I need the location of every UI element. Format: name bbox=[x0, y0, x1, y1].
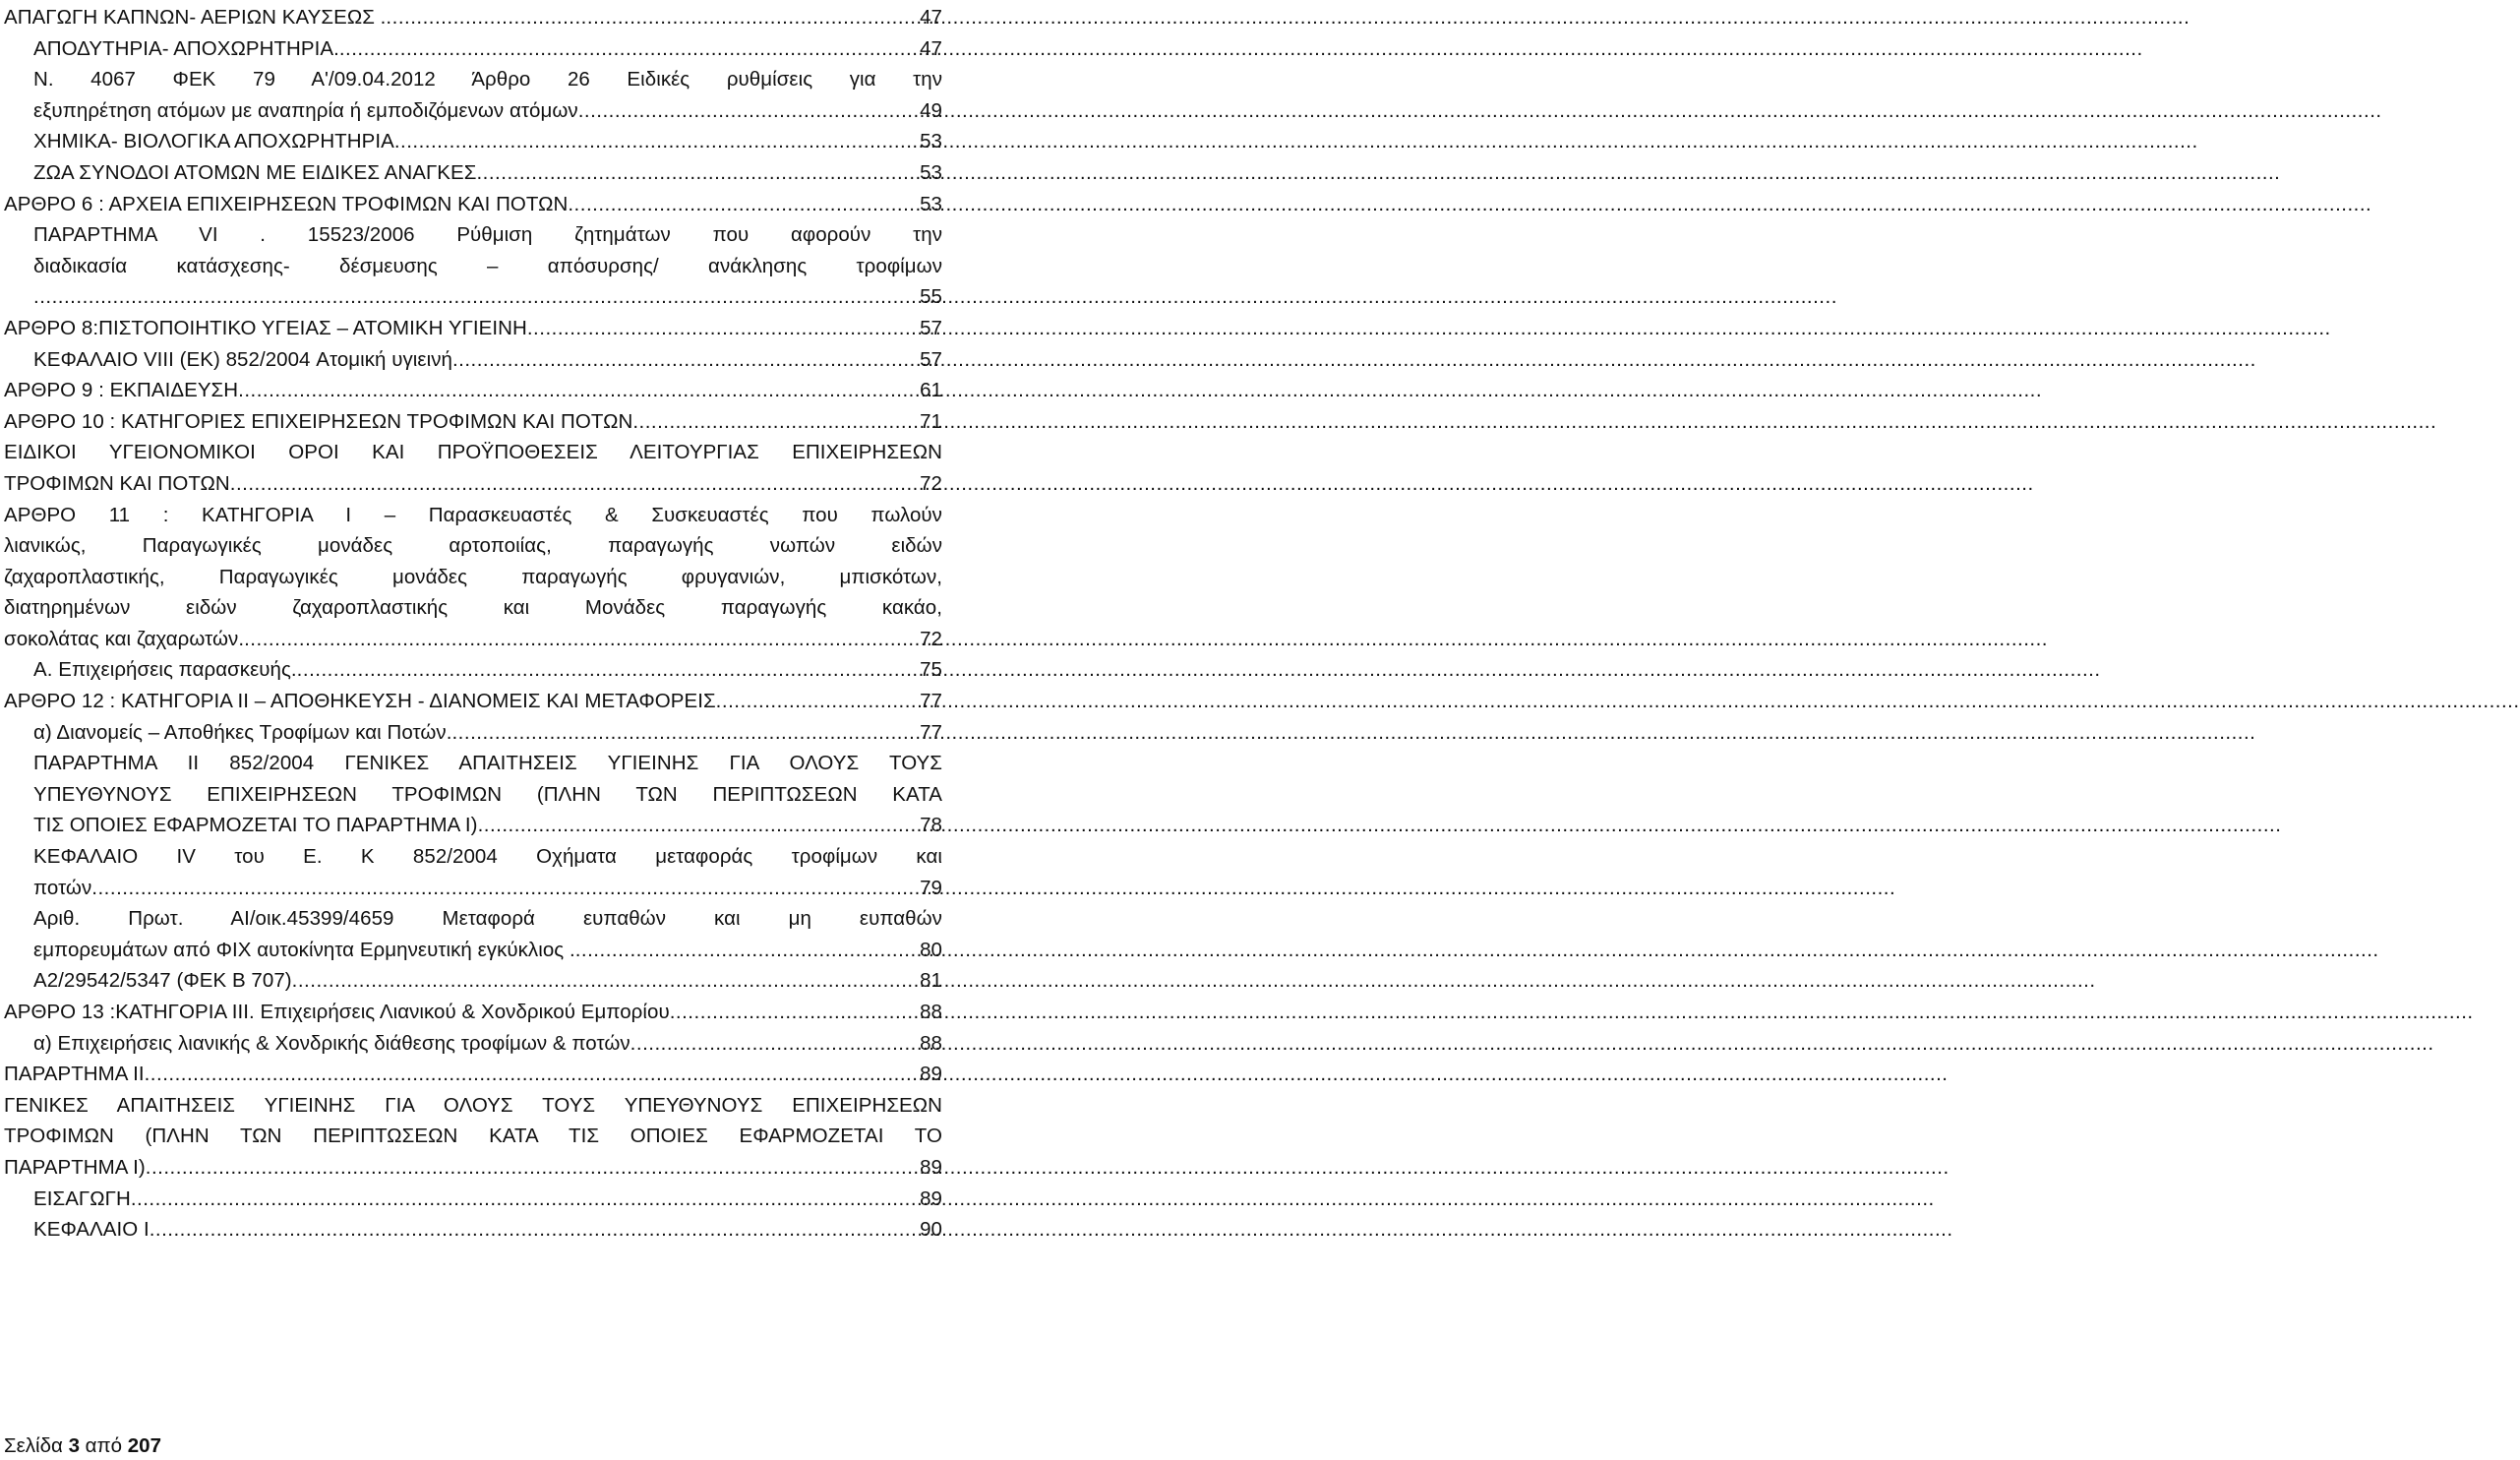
toc-page-number: 53 bbox=[920, 160, 942, 184]
toc-entry-title: α) Επιχειρήσεις λιανικής & Χονδρικής διάθεσης τροφίμων & ποτών bbox=[33, 1031, 630, 1055]
toc-entry-title: ΠΑΡΑΡΤΗΜΑ ΙΙ bbox=[4, 1063, 145, 1086]
toc-entry[interactable] bbox=[4, 219, 942, 313]
toc-entry[interactable] bbox=[4, 2, 942, 33]
toc-entry[interactable] bbox=[4, 189, 942, 220]
toc-entry-title: ΚΕΦΑΛΑΙΟ VIII (ΕΚ) 852/2004 Ατομική υγιεινή bbox=[33, 347, 452, 371]
toc-entry-line: ΚΕΦΑΛΑΙΟ IV του Ε. Κ 852/2004 Οχήματα μεταφοράς τροφίμων και bbox=[33, 845, 942, 869]
toc-page-number: 72 bbox=[920, 471, 942, 495]
toc-entry-title: σοκολάτας και ζαχαρωτών. bbox=[4, 627, 245, 650]
toc-entry-title: ΑΠΑΓΩΓΗ ΚΑΠΝΩΝ- ΑΕΡΙΩΝ ΚΑΥΣΕΩΣ . bbox=[4, 6, 387, 29]
toc-entry-title: ΑΡΘΡΟ 13 :ΚΑΤΗΓΟΡΙΑ ΙΙΙ. Επιχειρήσεις Λιανικού & Χονδρικού Εμπορίου bbox=[4, 1001, 670, 1023]
toc-entry-title: α) Διανομείς – Αποθήκες Τροφίμων και Ποτών. bbox=[33, 720, 452, 744]
dot-leader bbox=[131, 1184, 919, 1215]
dot-leader bbox=[451, 717, 919, 749]
toc-entry[interactable] bbox=[4, 500, 942, 655]
toc-entry-line: ζαχαροπλαστικής, Παραγωγικές μονάδες παραγωγής φρυγανιών, μπισκότων, bbox=[4, 565, 942, 588]
toc-entry[interactable] bbox=[4, 437, 942, 499]
toc-entry-last-line bbox=[33, 157, 942, 189]
toc-page-number: 61 bbox=[920, 379, 942, 402]
dot-leader bbox=[575, 935, 919, 966]
toc-entry-title: ΤΡΟΦΙΜΩΝ ΚΑΙ ΠΟΤΩΝ bbox=[4, 471, 230, 495]
toc-entry[interactable] bbox=[4, 997, 942, 1028]
toc-entry-title: ΑΡΘΡΟ 9 : ΕΚΠΑΙΔΕΥΣΗ bbox=[4, 379, 239, 402]
toc-entry-last-line bbox=[33, 965, 942, 997]
toc-entry-last-line bbox=[33, 654, 942, 686]
toc-entry-line: ΥΠΕΥΘΥΝΟΥΣ ΕΠΙΧΕΙΡΗΣΕΩΝ ΤΡΟΦΙΜΩΝ (ΠΛΗΝ ΤΩΝ ΠΕΡΙΠΤΩΣΕΩΝ ΚΑΤΑ bbox=[33, 782, 942, 806]
dot-leader bbox=[630, 1028, 919, 1060]
toc-entry-title: ΕΙΣΑΓΩΓΗ bbox=[33, 1186, 131, 1210]
dot-leader bbox=[244, 624, 919, 655]
toc-entry-last-line bbox=[33, 344, 942, 376]
dot-leader bbox=[150, 1214, 919, 1246]
toc-entry-title: εξυπηρέτηση ατόμων με αναπηρία ή εμποδιζόμενων ατόμων bbox=[33, 98, 578, 122]
dot-leader bbox=[297, 654, 919, 686]
toc-page-number: 77 bbox=[920, 690, 942, 713]
toc-entry-line: Αριθ. Πρωτ. ΑΙ/οικ.45399/4659 Μεταφορά ευπαθών και μη ευπαθών bbox=[33, 907, 942, 931]
toc-entry-title: ΤΙΣ ΟΠΟΙΕΣ ΕΦΑΡΜΟΖΕΤΑΙ ΤΟ ΠΑΡΑΡΤΗΜΑ Ι) bbox=[33, 814, 478, 837]
toc-entry-last-line bbox=[4, 686, 942, 717]
toc-entry-title: ποτών bbox=[33, 876, 92, 899]
toc-page-number: 89 bbox=[920, 1155, 942, 1179]
toc-entry-last-line bbox=[33, 1028, 942, 1060]
toc-entry-line: διαδικασία κατάσχεσης- δέσμευσης – απόσυρσης/ ανάκλησης τροφίμων bbox=[33, 254, 942, 277]
toc-page-number: 77 bbox=[920, 720, 942, 744]
dot-leader bbox=[476, 157, 919, 189]
toc-page-number: 55 bbox=[920, 285, 942, 309]
dot-leader bbox=[33, 281, 919, 313]
toc-entry[interactable] bbox=[4, 686, 942, 717]
toc-entry-last-line bbox=[33, 95, 942, 127]
toc-page-number: 57 bbox=[920, 347, 942, 371]
dot-leader bbox=[145, 1059, 919, 1090]
toc-entry-last-line bbox=[4, 1152, 942, 1184]
toc-entry-line: ΠΑΡΑΡΤΗΜΑ VI . 15523/2006 Ρύθμιση ζητημάτων που αφορούν την bbox=[33, 223, 942, 247]
toc-entry-last-line bbox=[33, 935, 942, 966]
toc-entry-line: ΤΡΟΦΙΜΩΝ (ΠΛΗΝ ΤΩΝ ΠΕΡΙΠΤΩΣΕΩΝ ΚΑΤΑ ΤΙΣ ΟΠΟΙΕΣ ΕΦΑΡΜΟΖΕΤΑΙ ΤΟ bbox=[4, 1125, 942, 1148]
toc-entry-line: ΓΕΝΙΚΕΣ ΑΠΑΙΤΗΣΕΙΣ ΥΓΙΕΙΝΗΣ ΓΙΑ ΟΛΟΥΣ ΤΟΥΣ ΥΠΕΥΘΥΝΟΥΣ ΕΠΙΧΕΙΡΗΣΕΩΝ bbox=[4, 1093, 942, 1117]
toc-entry-last-line bbox=[4, 468, 942, 500]
toc-entry[interactable] bbox=[4, 344, 942, 376]
toc-page-number: 53 bbox=[920, 192, 942, 215]
toc-entry-last-line bbox=[4, 2, 942, 33]
dot-leader bbox=[478, 810, 920, 841]
toc-entry-last-line bbox=[4, 997, 942, 1028]
toc-page-number: 71 bbox=[920, 409, 942, 433]
toc-entry-last-line bbox=[4, 375, 942, 406]
footer-middle: από bbox=[79, 1434, 128, 1457]
toc-page-number: 75 bbox=[920, 658, 942, 682]
toc-entry-last-line bbox=[33, 126, 942, 157]
toc-page-number: 53 bbox=[920, 130, 942, 153]
toc-entry-last-line bbox=[33, 810, 942, 841]
toc-entry-line: ΠΑΡΑΡΤΗΜΑ ΙΙ 852/2004 ΓΕΝΙΚΕΣ ΑΠΑΙΤΗΣΕΙΣ ΥΓΙΕΙΝΗΣ ΓΙΑ ΟΛΟΥΣ ΤΟΥΣ bbox=[33, 752, 942, 775]
toc-page-number: 90 bbox=[920, 1218, 942, 1242]
toc-page-number: 89 bbox=[920, 1063, 942, 1086]
toc-entry[interactable] bbox=[4, 1028, 942, 1060]
toc-entry[interactable] bbox=[4, 375, 942, 406]
toc-page-number: 88 bbox=[920, 1031, 942, 1055]
toc-entry[interactable] bbox=[4, 717, 942, 749]
toc-entry-title: ΑΠΟΔΥΤΗΡΙΑ- ΑΠΟΧΩΡΗΤΗΡΙΑ. bbox=[33, 36, 339, 60]
toc-entry[interactable] bbox=[4, 903, 942, 965]
dot-leader bbox=[568, 189, 919, 220]
dot-leader bbox=[238, 375, 919, 406]
toc-entry[interactable] bbox=[4, 1090, 942, 1184]
toc-entry-last-line bbox=[33, 281, 942, 313]
toc-entry-title: Α2/29542/5347 (ΦΕΚ Β 707) bbox=[33, 969, 292, 993]
toc-page-number: 57 bbox=[920, 316, 942, 339]
dot-leader bbox=[578, 95, 919, 127]
toc-page-number: 89 bbox=[920, 1186, 942, 1210]
dot-leader bbox=[716, 686, 919, 717]
dot-leader bbox=[632, 406, 919, 438]
toc-page-number: 80 bbox=[920, 938, 942, 961]
toc-page-number: 88 bbox=[920, 1001, 942, 1023]
toc-entry-last-line bbox=[33, 33, 942, 65]
dot-leader bbox=[527, 313, 919, 344]
dot-leader bbox=[386, 2, 919, 33]
toc-entry[interactable] bbox=[4, 126, 942, 157]
toc-entry-title: ΑΡΘΡΟ 12 : ΚΑΤΗΓΟΡΙΑ ΙΙ – ΑΠΟΘΗΚΕΥΣΗ - ΔΙΑΝΟΜΕΙΣ ΚΑΙ ΜΕΤΑΦΟΡΕΙΣ bbox=[4, 690, 716, 713]
dot-leader bbox=[146, 1152, 919, 1184]
toc-entry[interactable] bbox=[4, 157, 942, 189]
dot-leader bbox=[292, 965, 919, 997]
toc-entry[interactable] bbox=[4, 1214, 942, 1246]
toc-entry[interactable] bbox=[4, 406, 942, 438]
toc-entry[interactable] bbox=[4, 654, 942, 686]
toc-entry[interactable] bbox=[4, 1184, 942, 1215]
toc-page-number: 72 bbox=[920, 627, 942, 650]
toc-entry[interactable] bbox=[4, 33, 942, 65]
toc-page-number: 47 bbox=[920, 6, 942, 29]
toc-entry-line: λιανικώς, Παραγωγικές μονάδες αρτοποιίας, παραγωγής νωπών ειδών bbox=[4, 534, 942, 558]
toc-entry-title: ΠΑΡΑΡΤΗΜΑ Ι) bbox=[4, 1155, 146, 1179]
toc-entry-last-line bbox=[33, 1214, 942, 1246]
toc-page-number: 81 bbox=[920, 969, 942, 993]
toc-entry-line: διατηρημένων ειδών ζαχαροπλαστικής και Μονάδες παραγωγής κακάο, bbox=[4, 596, 942, 620]
toc-entry-title: ΖΩΑ ΣΥΝΟΔΟΙ ΑΤΟΜΩΝ ΜΕ ΕΙΔΙΚΕΣ ΑΝΑΓΚΕΣ bbox=[33, 160, 477, 184]
toc-entry-last-line bbox=[33, 1184, 942, 1215]
toc-page-number: 78 bbox=[920, 814, 942, 837]
toc-entry-title: ΚΕΦΑΛΑΙΟ Ι bbox=[33, 1218, 150, 1242]
toc-entry-line: ΕΙΔΙΚΟΙ ΥΓΕΙΟΝΟΜΙΚΟΙ ΟΡΟΙ ΚΑΙ ΠΡΟΫΠΟΘΕΣΕΙΣ ΛΕΙΤΟΥΡΓΙΑΣ ΕΠΙΧΕΙΡΗΣΕΩΝ bbox=[4, 441, 942, 464]
toc-entry[interactable] bbox=[4, 965, 942, 997]
toc-entry-line: Ν. 4067 ΦΕΚ 79 Α'/09.04.2012 Άρθρο 26 Ειδικές ρυθμίσεις για την bbox=[33, 68, 942, 91]
toc-entry-last-line bbox=[4, 313, 942, 344]
footer-current-page: 3 bbox=[68, 1434, 80, 1457]
toc-entry[interactable] bbox=[4, 64, 942, 126]
footer-prefix: Σελίδα bbox=[4, 1434, 69, 1457]
toc-entry-line: ΑΡΘΡΟ 11 : ΚΑΤΗΓΟΡΙΑ Ι – Παρασκευαστές & Συσκευαστές που πωλούν bbox=[4, 503, 942, 526]
toc-entry-title: ΧΗΜΙΚΑ- ΒΙΟΛΟΓΙΚΑ ΑΠΟΧΩΡΗΤΗΡΙΑ bbox=[33, 130, 394, 153]
toc-entry-last-line bbox=[4, 189, 942, 220]
toc-entry[interactable] bbox=[4, 748, 942, 841]
toc-entry[interactable] bbox=[4, 841, 942, 903]
toc-entry-last-line bbox=[33, 873, 942, 904]
toc-entry-last-line bbox=[4, 624, 942, 655]
toc-entry-title: ΑΡΘΡΟ 6 : ΑΡΧΕΙΑ ΕΠΙΧΕΙΡΗΣΕΩΝ ΤΡΟΦΙΜΩΝ ΚΑΙ ΠΟΤΩΝ bbox=[4, 192, 569, 215]
dot-leader bbox=[230, 468, 919, 500]
dot-leader bbox=[452, 344, 919, 376]
toc-entry-last-line bbox=[4, 1059, 942, 1090]
toc-page-number: 79 bbox=[920, 876, 942, 899]
page-footer bbox=[4, 1432, 161, 1460]
footer-total-pages: 207 bbox=[127, 1434, 161, 1457]
toc-entry-last-line bbox=[33, 717, 942, 749]
dot-leader bbox=[394, 126, 919, 157]
toc-page-number: 49 bbox=[920, 98, 942, 122]
dot-leader bbox=[339, 33, 919, 65]
toc-page-number: 47 bbox=[920, 36, 942, 60]
toc-entry[interactable] bbox=[4, 313, 942, 344]
toc-entry-last-line bbox=[4, 406, 942, 438]
table-of-contents bbox=[4, 2, 942, 1246]
dot-leader bbox=[91, 873, 919, 904]
toc-entry-title: ΑΡΘΡΟ 10 : ΚΑΤΗΓΟΡΙΕΣ ΕΠΙΧΕΙΡΗΣΕΩΝ ΤΡΟΦΙΜΩΝ ΚΑΙ ΠΟΤΩΝ bbox=[4, 409, 633, 433]
toc-entry-title: Α. Επιχειρήσεις παρασκευής. bbox=[33, 658, 297, 682]
dot-leader bbox=[670, 997, 919, 1028]
toc-entry[interactable] bbox=[4, 1059, 942, 1090]
toc-entry-title: ΑΡΘΡΟ 8:ΠΙΣΤΟΠΟΙΗΤΙΚΟ ΥΓΕΙΑΣ – ΑΤΟΜΙΚΗ ΥΓΙΕΙΝΗ bbox=[4, 316, 527, 339]
toc-entry-title: εμπορευμάτων από ΦΙΧ αυτοκίνητα Ερμηνευτική εγκύκλιος . bbox=[33, 938, 575, 961]
